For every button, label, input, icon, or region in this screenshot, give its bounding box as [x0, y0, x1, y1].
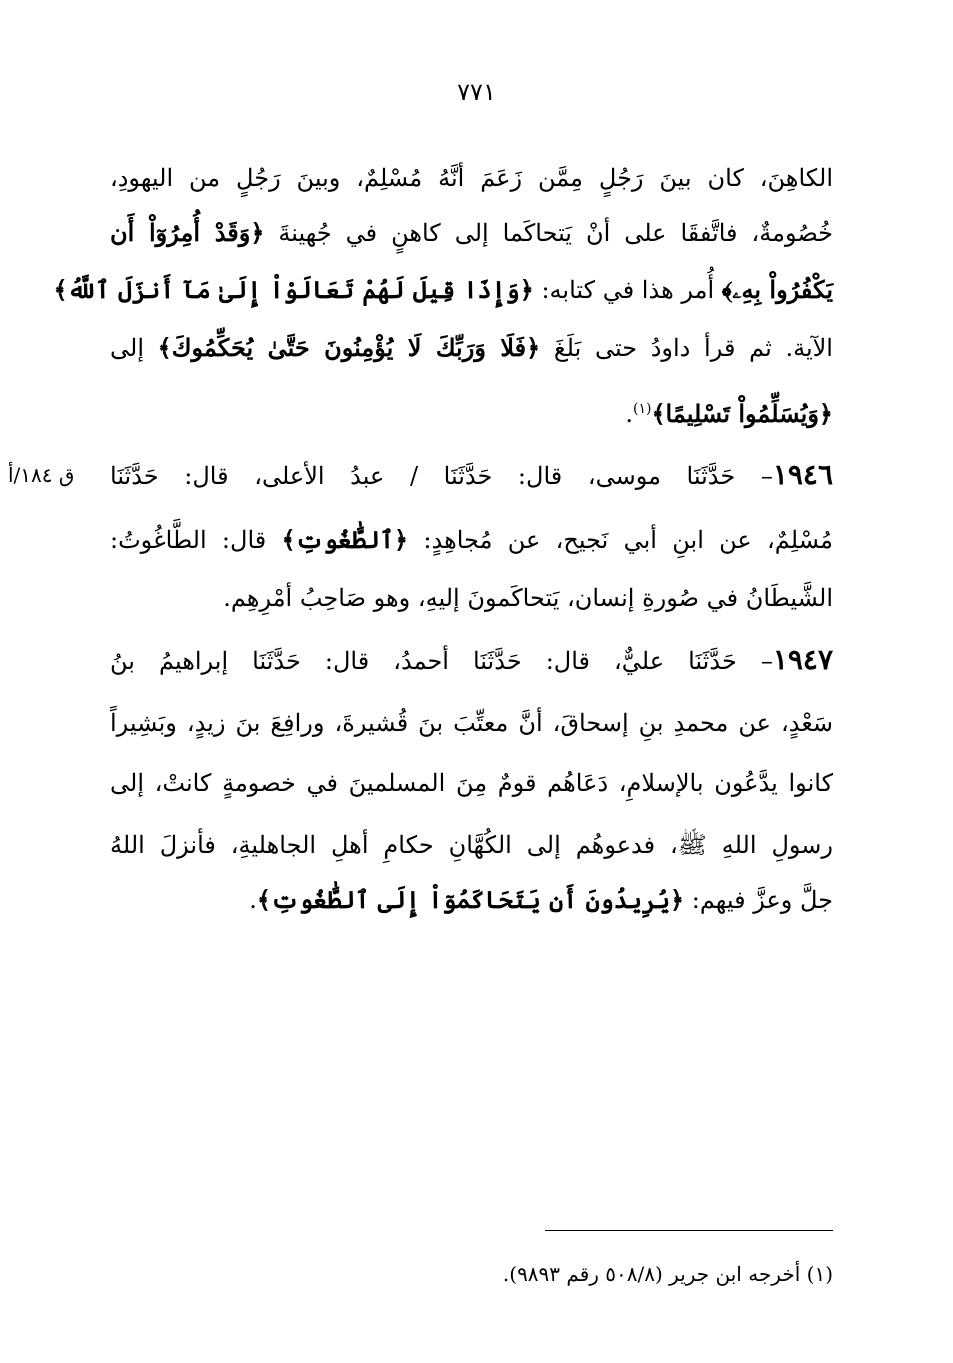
text-line-2	[110, 213, 833, 253]
page-number: ٧٧١	[457, 78, 496, 106]
text-span: قال: الطَّاغُوتُ:	[110, 526, 267, 554]
text-span: مُسْلِمٌ، عن ابنِ أبي نَجيح، عن مُجاهِدٍ:	[423, 526, 833, 554]
text-span: أُمر هذا في كتابه:	[541, 276, 715, 304]
text-span: جلَّ وعزَّ فيهم:	[691, 886, 833, 914]
hadith-1947-line-1	[110, 640, 833, 680]
footnote-divider	[545, 1230, 833, 1231]
text-span: الآية. ثم قرأ داودُ حتى بَلَغَ	[553, 334, 833, 362]
text-span: – حَدَّثَنَا عليٌّ، قال: حَدَّثَنَا أحمدُ، قال: حَدَّثَنَا إبراهيمُ بنُ	[110, 647, 773, 675]
text-span: الكاهِنَ، كان بينَ رَجُلٍ مِمَّن زَعَمَ أنَّهُ مُسْلِمٌ، وبينَ رَجُلٍ من اليهودِ،	[110, 164, 833, 192]
hadith-number: ١٩٤٧	[772, 643, 833, 676]
quran-verse: ﴿وَيُسَلِّمُواْ تَسْلِيمًا﴾	[651, 399, 833, 428]
hadith-1947-line-5: جلَّ وعزَّ فيهم: ﴿يُرِيدُونَ أَن يَتَحَاكَمُوٓاْ إِلَى ٱلطَّٰغُوتِ﴾.	[249, 885, 833, 914]
hadith-1947-line-3	[110, 763, 833, 803]
text-line-1	[110, 158, 833, 198]
hadith-number: ١٩٤٦	[772, 458, 833, 491]
text-span: سَعْدٍ، عن محمدِ بنِ إسحاقَ، أنَّ معتِّبَ بنَ قُشيرةَ، ورافِعَ بنَ زيدٍ، وبَشِيراً	[110, 709, 833, 737]
text-line-4	[110, 328, 833, 368]
footnote-reference: (١)	[633, 401, 652, 417]
text-span: الشَّيطَانُ في صُورةِ إنسان، يَتحاكَمونَ إليهِ، وهو صَاحِبُ أمْرِهِم.	[223, 584, 833, 612]
hadith-1947-line-4	[110, 825, 833, 865]
quran-verse: ﴿وَقَدْ أُمِرُوٓاْ أَن	[110, 218, 265, 247]
text-line-5: ﴿وَيُسَلِّمُواْ تَسْلِيمًا﴾$^{(١)}$.	[625, 399, 833, 428]
text-span: كانوا يدَّعُون بالإسلامِ، دَعَاهُم قومٌ مِنَ المسلمينَ في خصومةٍ كانتْ، إلى	[110, 769, 833, 797]
quran-verse: يَكْفُرُواْ بِهِۦ﴾	[721, 275, 833, 304]
quran-verse: ﴿وَإِذَا قِيلَ لَهُمْ تَعَالَوْاْ إِلَىٰ مَآ أَنزَلَ ٱللَّهُ﴾	[53, 275, 534, 304]
hadith-1946-line-1	[110, 455, 833, 495]
text-span: رسولِ اللهِ ﷺ، فدعوهُم إلى الكُهَّانِ حكامِ أهلِ الجاهليةِ، فأنزلَ اللهُ	[110, 831, 833, 859]
text-span: – حَدَّثَنَا موسى، قال: حَدَّثَنَا / عبدُ الأعلى، قال: حَدَّثَنَا	[110, 462, 773, 490]
footnote: (١) أخرجه ابن جرير (٥٠٨/٨ رقم ٩٨٩٣).	[502, 1262, 833, 1286]
text-line-3	[53, 270, 833, 310]
quran-verse: ﴿يُرِيدُونَ أَن يَتَحَاكَمُوٓاْ إِلَى ٱلطَّٰغُوتِ﴾	[256, 885, 685, 914]
text-span: خُصُومةٌ، فاتَّفقَا على أنْ يَتحاكَما إلى كاهنٍ في جُهينةَ	[278, 219, 833, 247]
hadith-1947-line-2	[110, 703, 833, 743]
quran-verse: ﴿ٱلطَّٰغُوتِ﴾	[281, 525, 409, 554]
quran-verse: ﴿فَلَا وَرَبِّكَ لَا يُؤْمِنُونَ حَتَّىٰ يُحَكِّمُوكَ﴾	[157, 333, 541, 362]
hadith-1946-line-3	[110, 578, 833, 618]
manuscript-margin-note: ق ١٨٤/أ	[8, 463, 75, 487]
text-span: إلى	[110, 334, 144, 362]
hadith-1946-line-2	[110, 520, 833, 560]
